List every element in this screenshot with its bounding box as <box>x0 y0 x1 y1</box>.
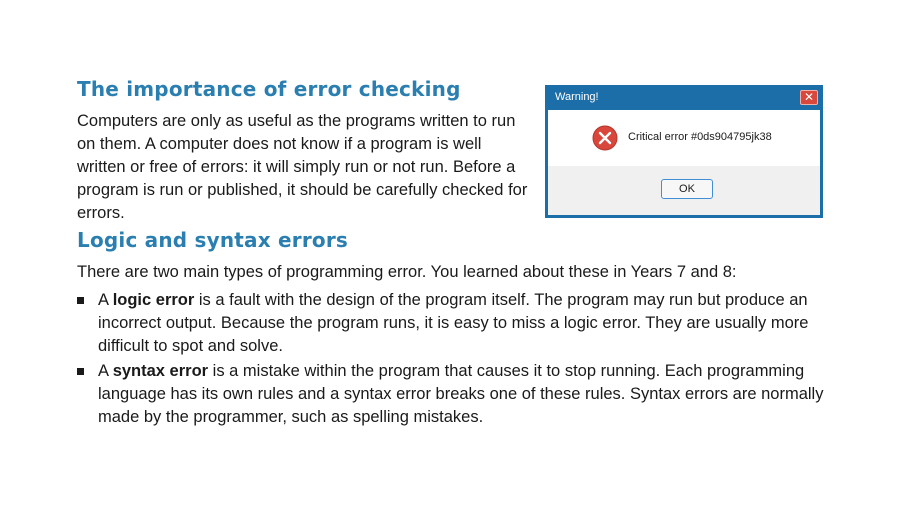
bullet-prefix: A <box>98 291 113 309</box>
heading-error-checking: The importance of error checking <box>77 77 461 101</box>
error-checking-paragraph: Computers are only as useful as the programs written to run on them. A computer does not know if a program is well written or free of errors: it will simply run or not run. Before a program is run or published, it should be carefully checked for errors. <box>77 112 528 222</box>
bullet-prefix: A <box>98 362 113 380</box>
dialog-content <box>548 110 820 166</box>
dialog-titlebar <box>548 88 820 110</box>
term-syntax-error: syntax error <box>112 362 209 380</box>
bullet-square-icon <box>77 368 84 375</box>
error-x-icon <box>592 125 618 151</box>
term-logic-error: logic error <box>112 291 195 309</box>
error-types-intro: There are two main types of programming error. You learned about these in Years 7 and 8: <box>77 263 737 281</box>
heading-logic-syntax: Logic and syntax errors <box>77 228 348 252</box>
bullet-definition: is a mistake within the program that causes it to stop running. Each programming language has its own rules and a syntax error breaks one of these rules. Syntax errors are normally made by the programmer, such as spelling mistakes. <box>98 362 824 426</box>
bullet-text <box>98 289 837 358</box>
bullet-square-icon <box>77 297 84 304</box>
bullet-syntax-error <box>77 360 837 429</box>
bullet-text <box>98 360 837 429</box>
bullet-logic-error <box>77 289 837 358</box>
close-icon[interactable]: ✕ <box>800 90 818 105</box>
ok-button[interactable]: OK <box>661 179 713 199</box>
dialog-title: Warning! <box>555 91 599 103</box>
dialog-footer <box>548 166 820 215</box>
bullet-definition: is a fault with the design of the program itself. The program may run but produce an incorrect output. Because the program runs, it is easy to miss a logic error. They are usually more difficult to spot and solve. <box>98 291 809 355</box>
dialog-message: Critical error #0ds904795jk38 <box>628 131 772 143</box>
warning-dialog <box>545 85 823 218</box>
